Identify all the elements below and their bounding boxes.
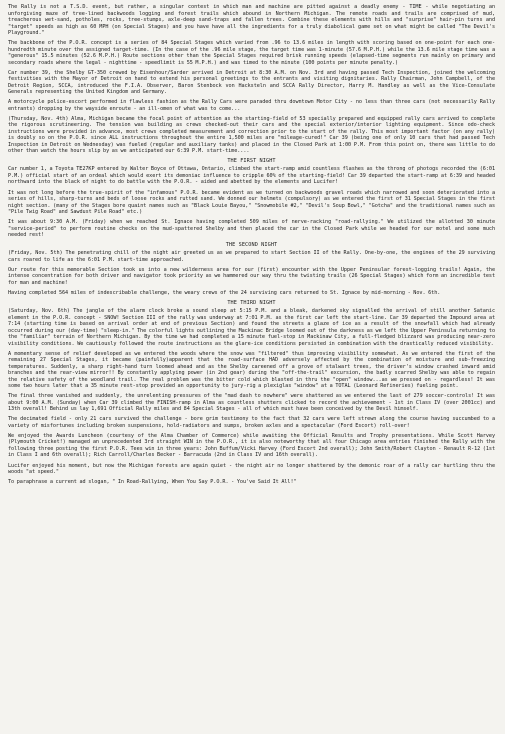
first-night-start-paragraph: Car number 1, a Toyota TE27KP entered by Walter Boyce of Ottawa, Ontario, climbed the start-ramp amid countless flashes as the throng of photogs recorded the (6:01 P.M.) official start of an ordeal which would exert its demoniac influence to cripple 60% of the starting-field! Car 39 departed the start-ramp at 6:39 and headed northward into the black of night to do battle with the P.O.R. - aided and abetted by the elements and Lucifer!: [8, 166, 495, 186]
decimated-field-paragraph: The decimated field - only 21 cars survived the challenge - bore grim testimony to the fact that 32 cars were left strewn along the course having succumbed to a variety of misfortunes including broken suspensions, hold-radiators and sumps, broken axles and a spectacular (Ford Escort) roll-over!: [8, 416, 495, 429]
lucifer-paragraph: Lucifer enjoyed his moment, but now the Michigan forests are again quiet - the night air no longer shattered by the demonic roar of a rally car hurtling thru the woods "at speed.": [8, 462, 495, 475]
awards-paragraph: We enjoyed the Awards Luncheon (courtesy of the Alma Chamber of Commerce) while awaiting the Official Results and Trophy presentations. While Scott Harvey (Plymouth Cricket!) managed an unprecedented 3rd straight WIN in the P.O.R., it is also noteworthy that all four Chicago area entries finished the Rally with the following three posting the first P.O.R. Tees win in three years: John Buffum/Vicki Harvey (Ford Escort 2nd overall); John Smith/Robert Clayton - Renault R-12 (1st in Class I and 6th overall); Rich Carroll/Charles Becker - Barracuda (2nd in Class IV and 16th overall).: [8, 432, 495, 459]
finish-paragraph: The final three vanished and suddenly, the unrelenting pressures of the "mad dash to nowhere" were shattered as we entered the last of 279 soccer-controls! It was about 9:00 A.M. (Sunday) when Car 39 climbed the FINISH-ramp in Alma as countless shutters clicked to record the achievement - 1st in Class IV (over 2001cc) and 13th overall! Behind us lay 1,691 Official Rally miles and 84 Special Stages - all of which must have been conceived by the Devil himself.: [8, 393, 495, 413]
upper-peninsula-paragraph: Our route for this memorable Section took us into a new wilderness area for our (first) encounter with the Upper Peninsular forest-logging trails! Again, the intense concentration for both driver and navigator took priority as we hammered our way thru the twisting trails (26 Special Stages) which form an incredible test for man and machine!: [8, 266, 495, 286]
snow-paragraph: (Saturday, Nov. 6th) The jangle of the alarm clock broke a sound sleep at 5:15 P.M. and a bleak, darkened sky signalled the arrival of still another Satanic element in the P.O.R. concept - SNOW! Section III of the rally was underway at 7:01 P.M. as the first car left the start-line. Car 39 departed the Impound area at 7:14 (starting time is based on arrival order at end of previous Section) and found the streets a glaze of ice as a result of the snowfall which had already occurred during our (day-time) "sleep-in." The colorful lights outlining the Mackinac Bridge loomed out of the darkness as we left the Upper Peninsula returning to the "familiar" terrain of Northern Michigan. By the time we had completed a 15 minute fuel-stop in Mackinaw City, a full-fledged blizzard was producing near-zero visibility conditions. We cautiously followed the route instructions as the glare-ice conditions persisted in combination with the drastically reduced visibility.: [8, 308, 495, 347]
window-crash-paragraph: A momentary sense of relief developed as we entered the woods where the snow was "filtered" thus improving visibility somewhat. As we entered the first of the remaining 27 Special Stages, it became (painfully)apparent that the road-surface HAD adversely affected by the combination of moisture and sub-freezing temperatures. Suddenly, a sharp right-hand turn loomed ahead and as the Shelby careened off a grove of stalwart trees, the driver's window crashed inward amid branches and the rear-view mirror!! By constantly applying power (in 2nd gear) during the "off-the-trail" excursion, the badly scarred Shelby was able to regain the relative safety of the woodland trail. The real problem was the bitter cold which blasted in thru the "open" window...as we pressed on - regardless! It was some two hours later that a 35 minute rest-stop provided an opportunity to jury-rig a plexiglas "window" at a TOTAL (Leonard Refineries) fueling point.: [8, 350, 495, 390]
second-night-heading: THE SECOND NIGHT: [225, 242, 278, 249]
st-ignace-paragraph: It was about 9:30 A.M. (Friday) when we reached St. Ignace having completed 509 miles of nerve-racking "road-rallying." We utilized the allotted 30 minute "service-period" to perform routine checks on the mud-spattered Shelby and then placed the car in the Closed Park while we headed for our motel and some much needed rest!: [8, 219, 495, 239]
closing-slogan-paragraph: To paraphrase a current ad slogan, " In Road-Rallying, When You Say P.O.R. - You've Said It All!": [8, 479, 297, 486]
second-night-start-paragraph: (Friday, Nov. 5th) The penetrating chill of the night air greeted us as we prepared to start Section II of the Rally. One-by-one, the engines of the 29 surviving cars roared to life as the 6:01 P.M. start-time approached.: [8, 250, 495, 263]
second-night-finish-paragraph: Having completed 564 miles of indescribable challenge, the weary crews of the 24 surviving cars returned to St. Ignace by mid-morning - Nov. 6th.: [8, 289, 441, 296]
special-stages-paragraph: The backbone of the P.O.R. concept is a series of 84 Special Stages which varied from .96 to 13.6 miles in length with scoring based on one-point for each one-hundredth minute over the assigned target-time. (In the case of the .96 mile stage, the target time was 1-minute (57.6 M.P.H.) while the 13.6 mile stage time was a "generous" 15.5 minutes (52.6 M.P.H.) Route sections other than the Special Stages required brisk running speeds (elapsed-time segments run mainly on primary and secondary roads where the legal - nighttime - speedlimit is 55 M.P.H.) and was timed to the minute (100 points per minute penalty.): [8, 40, 495, 66]
first-night-stages-paragraph: It was not long before the true-spirit of the "infamous" P.O.R. became evident as we turned on backwoods gravel roads which narrowed and soon deteriorated into a series of hills, sharp-turns and beds of loose rocks and rutted sand. We donned our helmets (compulsory) as we entered the first of 31 Special Stages in the first night section. (many of the Stages bore quaint names such as "Black Louie Bayou," "Snowmobile #2," "Devil's Soup Bowl," "Gotcha" and the traditional names such as "Pile Twig Road" and Sawdust Pile Road" etc.): [8, 189, 495, 216]
scrutineering-paragraph: (Thursday, Nov. 4th) Alma, Michigan became the focal point of attention as the starting-field of 53 specially prepared and equipped rally cars arrived to complete the rigorous scrutineering. The tension was building as crews checked-out their cars and the special exterior/interior lighting equipment. Since odo-check instructions were provided in advance, most crews completed measurement and correction prior to the start of the rally. This most important factor (on any rally) is doubly so on the P.O.R. since ALL instructions throughout the entire 1,500 miles are "mileage-cured!" Car 39 (being one of only 10 cars that had passed Tech Inspection in Detroit on Wednesday) was fueled (regular and auxiliary tanks) and placed in the Closed Park at 1:00 P.M. From this point on, there was little to do other than watch the hours slip by as we anticipated our 6:39 P.M. start-time....: [8, 115, 495, 155]
intro-paragraph: The Rally is not a T.S.D. event, but rather, a singular contest in which man and machine are pitted against a deadly enemy - TIME - while negotiating an unforgiving maze of tree-lined backwoods logging and forest trails which abound in Northern Michigan. The remote roads and trails are comprised of mud, treacherous wet-sand, potholes, rocks, tree-stumps, axle-deep sand-traps and fallen trees. Combine these elements with hills and "surprise" hair-pin turns and "target" speeds as high as 60 MPH (on Special Stages) and you have have all the ingredients for a truly diabolical game set on what might be called "The Devil's Playground.": [8, 4, 495, 36]
third-night-heading: THE THIRD NIGHT: [227, 300, 276, 307]
police-escort-paragraph: A motorcycle police-escort performed in flawless fashion as the Rally Cars were paraded thru downtown Motor City - no less than three cars (not necessarily Rally entrants) dropping by the wayside enroute - an ill-omen of what was to come...: [8, 99, 495, 112]
first-night-heading: THE FIRST NIGHT: [227, 158, 276, 165]
arrival-paragraph: Car number 39, the Shelby GT-350 crewed by Eisenhour/Sarder arrived in Detroit at 8:30 A.M. on Nov. 3rd and having passed Tech Inspection, joined the welcoming festivities with the Mayor of Detroit on hand to extend his personal greetings to the entrants and visiting dignitaries. Rally Chairman, John Campbell, of the Detroit Region, SCCA, introduced the F.I.A. Observer, Baron Stenbock von Hacksteln and SCCA Rally Director, Harry M. Handley as well as the Vice-Consulate Generals representing the United Kingdom and Germany.: [8, 69, 495, 96]
